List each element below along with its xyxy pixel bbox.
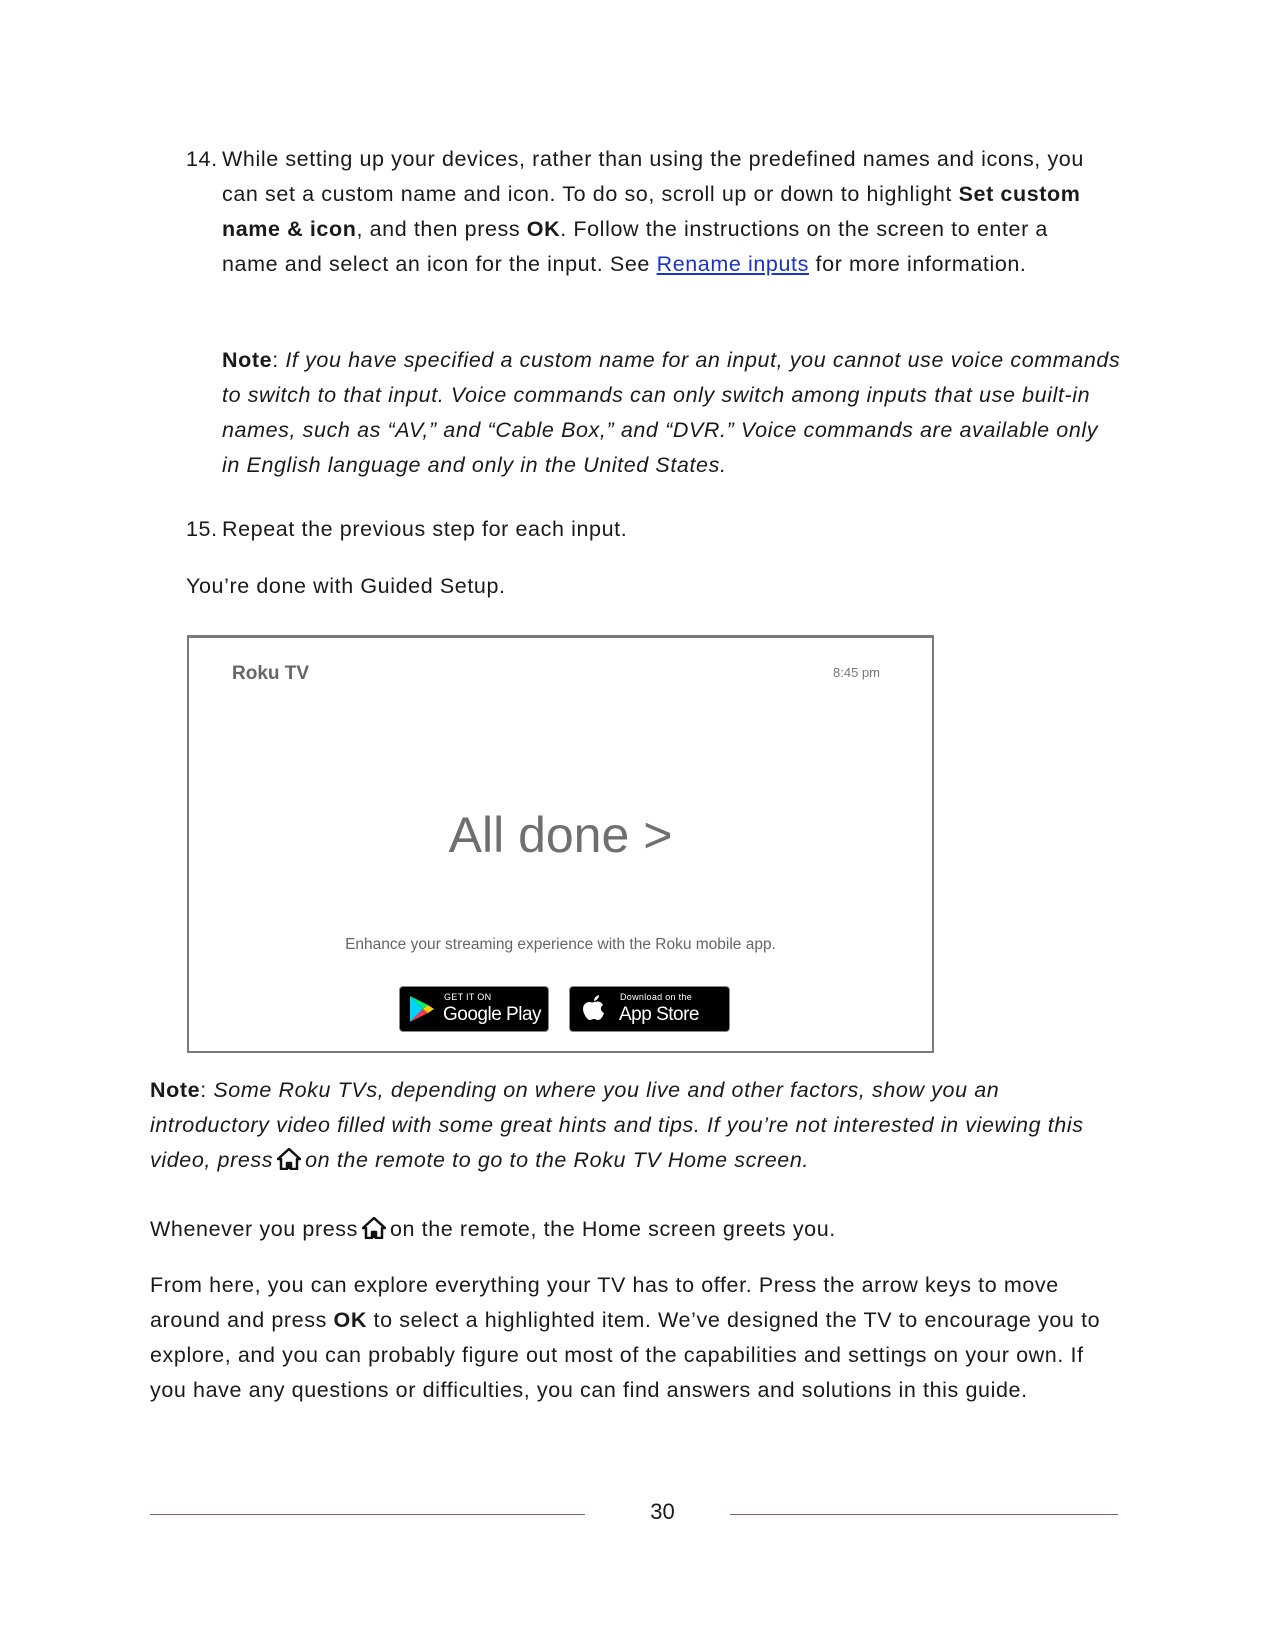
- step-number: 14.: [186, 147, 218, 171]
- home-icon: [277, 1148, 301, 1170]
- bold-text: OK: [333, 1308, 367, 1332]
- google-play-icon: [409, 995, 435, 1023]
- text: While setting up your devices, rather than using the predefined names and icons, you can set a custom name and icon. To do so, scroll up or down to highlight: [222, 147, 1084, 206]
- badge-large-text: App Store: [619, 1004, 699, 1025]
- home-icon: [362, 1217, 386, 1239]
- text: to select a highlighted item. We’ve designed the TV to encourage you to explore, and you can probably figure out most of the capabilities and settings on your own. If you have any questions or difficulties, you can find answers and solutions in this guide.: [150, 1308, 1101, 1402]
- badge-large-text: Google Play: [443, 1004, 542, 1025]
- badge-small-text: Download on the: [620, 992, 693, 1002]
- text: on the remote, the Home screen greets you.: [389, 1217, 836, 1241]
- text: :: [272, 348, 286, 372]
- footer-rule-left: [150, 1514, 585, 1515]
- text: for more information.: [808, 252, 1027, 276]
- step-14-text: [222, 142, 1107, 282]
- bold-text: OK: [526, 217, 561, 241]
- text: Repeat the previous step for each input.: [222, 517, 628, 541]
- all-done-headline: All done >: [448, 807, 673, 863]
- text: :: [200, 1078, 214, 1102]
- done-text: You’re done with Guided Setup.: [186, 574, 506, 598]
- step-15-text: [222, 512, 627, 547]
- step-number: 15.: [186, 517, 218, 541]
- note-label: Note: [150, 1078, 201, 1102]
- text: . Follow the instructions on the screen to enter a name and select an icon for the input. See: [222, 217, 1048, 276]
- note-text: If you have specified a custom name for an input, you cannot use voice commands to switch to that input. Voice commands can only switch among inputs that use built-in names, such as “AV,” and “Cable Box,” and “DVR.” Voice commands are available only in English language and only in the United States.: [222, 348, 1121, 477]
- badge-small-text: GET IT ON: [444, 992, 492, 1002]
- clock: 8:45 pm: [833, 665, 880, 680]
- apple-icon: [582, 993, 606, 1023]
- step-15: [186, 512, 218, 547]
- home-paragraph: [150, 1212, 1110, 1247]
- rename-inputs-link[interactable]: Rename inputs: [656, 252, 809, 276]
- text: Whenever you press: [150, 1217, 358, 1241]
- roku-tv-logo: Roku TV: [232, 663, 310, 684]
- google-play-badge: [399, 986, 549, 1032]
- text: , and then press: [356, 217, 527, 241]
- page-number: 30: [650, 1499, 675, 1524]
- note-text: Some Roku TVs, depending on where you live and other factors, show you an introductory video filled with some great hints and tips. If you’re not interested in viewing this video, press: [150, 1078, 1084, 1172]
- mobile-app-promo: Enhance your streaming experience with the Roku mobile app.: [345, 936, 776, 953]
- note-voice: [222, 343, 1122, 483]
- app-store-badge: [569, 986, 730, 1032]
- footer-rule-right: [730, 1514, 1118, 1515]
- note-text: on the remote to go to the Roku TV Home screen.: [305, 1148, 809, 1172]
- tv-screenshot: [187, 635, 934, 1053]
- text: From here, you can explore everything your TV has to offer. Press the arrow keys to move around and press: [150, 1273, 1059, 1332]
- note-intro-video: [150, 1073, 1110, 1178]
- note-label: Note: [222, 348, 273, 372]
- explore-paragraph: [150, 1268, 1110, 1408]
- bold-text: Set custom name & icon: [222, 182, 1081, 241]
